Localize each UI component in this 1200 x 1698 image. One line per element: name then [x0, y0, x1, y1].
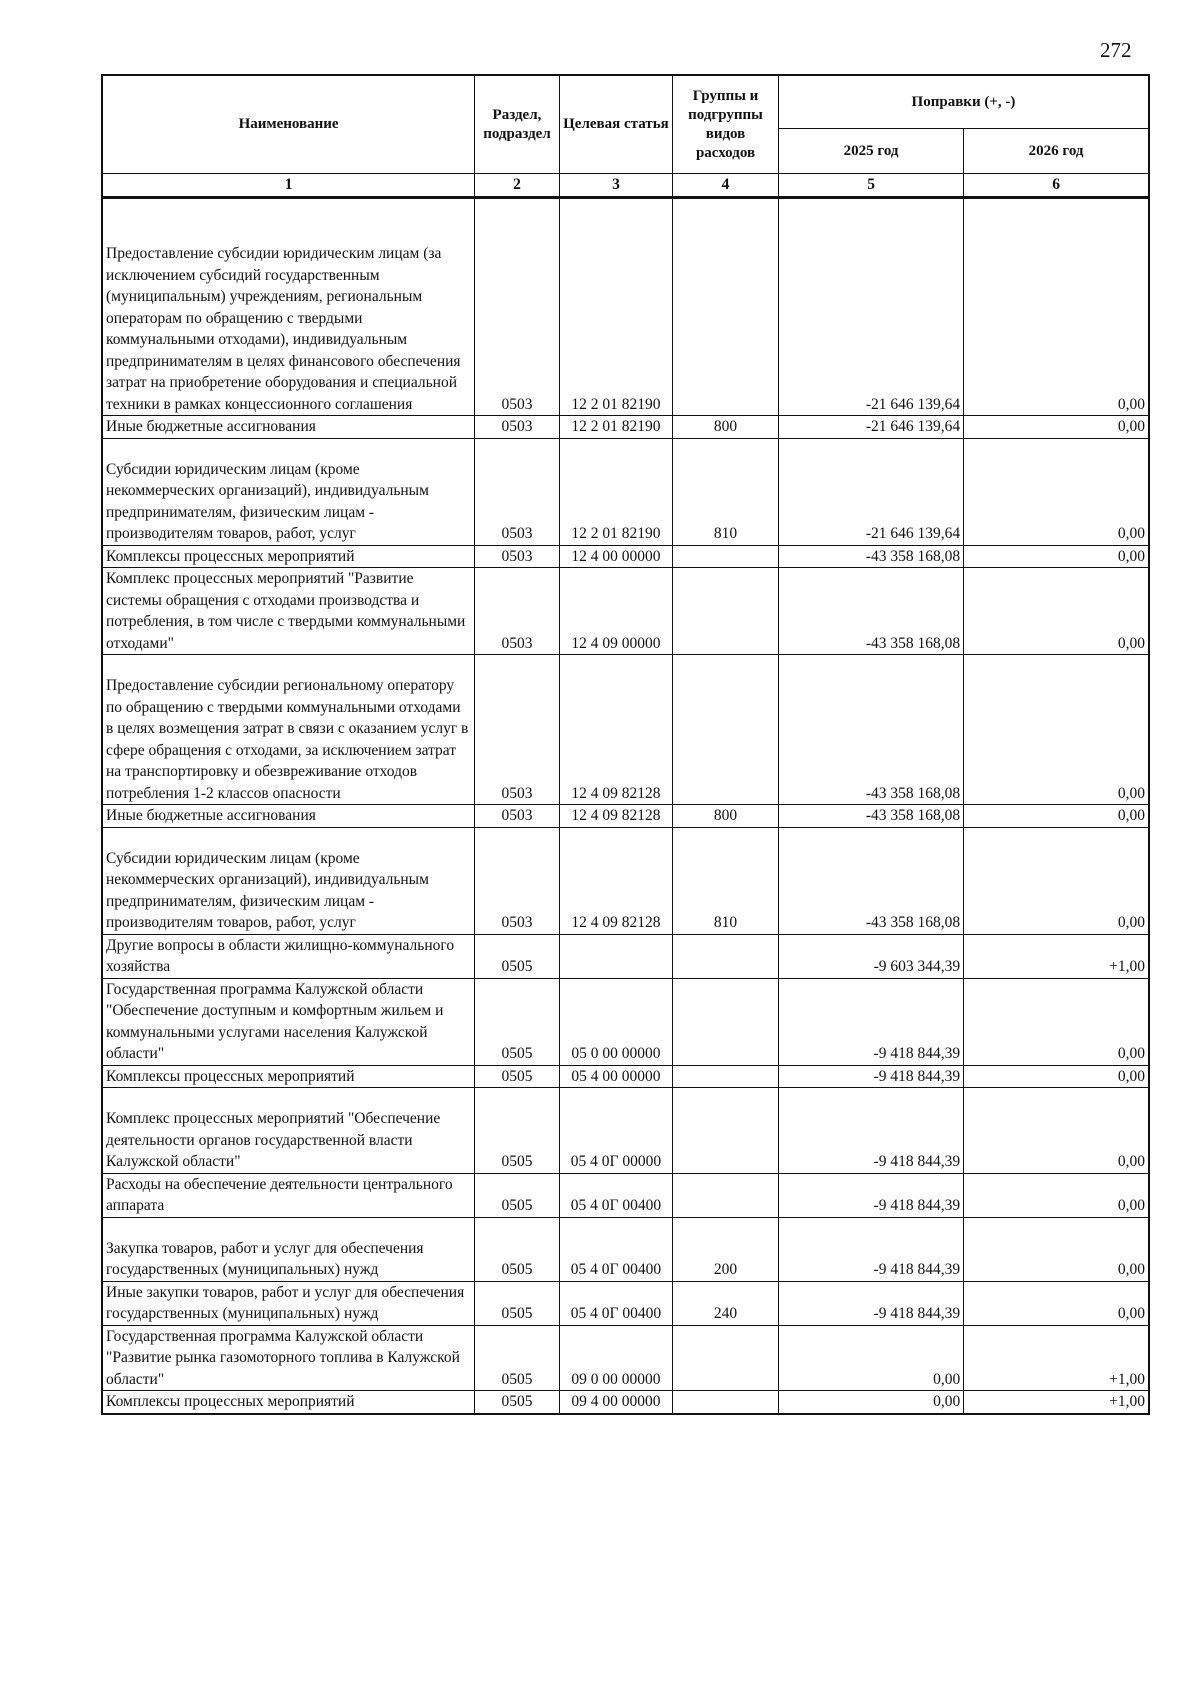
- cell-y2025: -21 646 139,64: [778, 198, 963, 416]
- cell-section: 0503: [475, 198, 560, 416]
- table-row: [102, 1217, 1149, 1281]
- cell-section: 0503: [475, 416, 560, 439]
- cell-section: 0503: [475, 545, 560, 568]
- cell-y2025: -9 418 844,39: [778, 1217, 963, 1281]
- cell-article: 09 0 00 00000: [559, 1325, 672, 1391]
- cell-y2026: +1,00: [964, 1391, 1149, 1414]
- table-row: [102, 1065, 1149, 1088]
- cell-y2026: 0,00: [964, 827, 1149, 934]
- cell-article: 12 4 09 82128: [559, 655, 672, 805]
- cell-section: 0505: [475, 1088, 560, 1174]
- cell-group: 200: [673, 1217, 779, 1281]
- header-year-2026: 2026 год: [964, 129, 1149, 174]
- column-number: 5: [778, 174, 963, 198]
- cell-article: 09 4 00 00000: [559, 1391, 672, 1414]
- cell-group: [673, 1065, 779, 1088]
- table-row: [102, 545, 1149, 568]
- cell-y2026: 0,00: [964, 1281, 1149, 1325]
- cell-name: Предоставление субсидии юридическим лицам (за исключением субсидий государственным (муниципальным) учреждениям, региональным операторам по обращению с твердыми коммунальными отходами), индивидуальным предпринимателям в целях финансового обеспечения затрат на приобретение оборудования и специальной техники в рамках концессионного соглашения: [102, 198, 475, 416]
- cell-y2026: 0,00: [964, 198, 1149, 416]
- cell-group: [673, 1325, 779, 1391]
- cell-y2025: -43 358 168,08: [778, 545, 963, 568]
- cell-name: Иные бюджетные ассигнования: [102, 805, 475, 828]
- header-year-2025: 2025 год: [778, 129, 963, 174]
- cell-y2026: 0,00: [964, 545, 1149, 568]
- header-section: Раздел, подраздел: [475, 75, 560, 174]
- page-number: 272: [1100, 38, 1132, 62]
- cell-name: Комплексы процессных мероприятий: [102, 1391, 475, 1414]
- table-row: [102, 805, 1149, 828]
- column-number: 4: [673, 174, 779, 198]
- column-number: 3: [559, 174, 672, 198]
- cell-name: Комплекс процессных мероприятий "Развитие системы обращения с отходами производства и потребления, в том числе с твердыми коммунальными отходами": [102, 568, 475, 655]
- cell-group: [673, 655, 779, 805]
- cell-article: 12 4 09 00000: [559, 568, 672, 655]
- cell-y2026: +1,00: [964, 934, 1149, 978]
- cell-y2026: 0,00: [964, 416, 1149, 439]
- cell-y2026: 0,00: [964, 1173, 1149, 1217]
- cell-y2025: 0,00: [778, 1391, 963, 1414]
- cell-name: Комплексы процессных мероприятий: [102, 545, 475, 568]
- cell-y2025: -9 418 844,39: [778, 1065, 963, 1088]
- cell-article: 12 4 09 82128: [559, 805, 672, 828]
- cell-y2026: 0,00: [964, 438, 1149, 545]
- header-amendments: Поправки (+, -): [778, 75, 1149, 129]
- table-row: [102, 1325, 1149, 1391]
- table-row: [102, 1391, 1149, 1414]
- cell-section: 0503: [475, 438, 560, 545]
- cell-y2025: -43 358 168,08: [778, 655, 963, 805]
- cell-group: 240: [673, 1281, 779, 1325]
- header-article: Целевая статья: [559, 75, 672, 174]
- table-row: [102, 827, 1149, 934]
- cell-y2026: 0,00: [964, 978, 1149, 1065]
- cell-y2025: 0,00: [778, 1325, 963, 1391]
- cell-name: Государственная программа Калужской области "Развитие рынка газомоторного топлива в Калужской области": [102, 1325, 475, 1391]
- cell-article: 05 4 0Г 00400: [559, 1217, 672, 1281]
- cell-group: 800: [673, 416, 779, 439]
- cell-article: [559, 934, 672, 978]
- cell-section: 0505: [475, 1281, 560, 1325]
- table-body: [102, 198, 1149, 1414]
- cell-name: Субсидии юридическим лицам (кроме некоммерческих организаций), индивидуальным предпринимателям, физическим лицам - производителям товаров, работ, услуг: [102, 438, 475, 545]
- cell-y2025: -21 646 139,64: [778, 416, 963, 439]
- cell-y2025: -9 418 844,39: [778, 1173, 963, 1217]
- cell-y2025: -21 646 139,64: [778, 438, 963, 545]
- column-number: 1: [102, 174, 475, 198]
- cell-y2025: -43 358 168,08: [778, 827, 963, 934]
- cell-name: Другие вопросы в области жилищно-коммунального хозяйства: [102, 934, 475, 978]
- cell-section: 0505: [475, 1173, 560, 1217]
- cell-article: 12 2 01 82190: [559, 416, 672, 439]
- cell-group: [673, 934, 779, 978]
- table-row: [102, 1173, 1149, 1217]
- budget-table: [101, 74, 1150, 1415]
- table-row: [102, 198, 1149, 416]
- cell-group: 810: [673, 438, 779, 545]
- cell-group: [673, 198, 779, 416]
- cell-group: [673, 1173, 779, 1217]
- cell-y2026: +1,00: [964, 1325, 1149, 1391]
- cell-y2025: -9 418 844,39: [778, 1281, 963, 1325]
- column-number-row: [102, 174, 1149, 198]
- cell-section: 0505: [475, 1325, 560, 1391]
- cell-group: [673, 1088, 779, 1174]
- cell-section: 0505: [475, 1217, 560, 1281]
- cell-group: [673, 545, 779, 568]
- cell-y2026: 0,00: [964, 1217, 1149, 1281]
- cell-group: [673, 978, 779, 1065]
- header-groups: Группы и подгруппы видов расходов: [673, 75, 779, 174]
- cell-section: 0505: [475, 1065, 560, 1088]
- column-number: 6: [964, 174, 1149, 198]
- table-row: [102, 934, 1149, 978]
- cell-y2026: 0,00: [964, 1065, 1149, 1088]
- header-row: [102, 75, 1149, 129]
- cell-section: 0505: [475, 1391, 560, 1414]
- cell-article: 12 2 01 82190: [559, 198, 672, 416]
- cell-group: 810: [673, 827, 779, 934]
- cell-name: Комплекс процессных мероприятий "Обеспечение деятельности органов государственной власти Калужской области": [102, 1088, 475, 1174]
- cell-article: 05 4 0Г 00400: [559, 1173, 672, 1217]
- cell-article: 12 4 00 00000: [559, 545, 672, 568]
- cell-name: Предоставление субсидии региональному оператору по обращению с твердыми коммунальными отходами в целях возмещения затрат в связи с оказанием услуг в сфере обращения с отходами, за исключением затрат на транспортировку и обезвреживание отходов потребления 1-2 классов опасности: [102, 655, 475, 805]
- cell-y2025: -43 358 168,08: [778, 805, 963, 828]
- cell-y2025: -9 603 344,39: [778, 934, 963, 978]
- table-row: [102, 438, 1149, 545]
- header-name: Наименование: [102, 75, 475, 174]
- cell-group: 800: [673, 805, 779, 828]
- table-row: [102, 978, 1149, 1065]
- cell-name: Закупка товаров, работ и услуг для обеспечения государственных (муниципальных) нужд: [102, 1217, 475, 1281]
- cell-name: Расходы на обеспечение деятельности центрального аппарата: [102, 1173, 475, 1217]
- cell-name: Государственная программа Калужской области "Обеспечение доступным и комфортным жильем и коммунальными услугами населения Калужской области": [102, 978, 475, 1065]
- cell-y2025: -9 418 844,39: [778, 1088, 963, 1174]
- cell-y2026: 0,00: [964, 1088, 1149, 1174]
- table-row: [102, 568, 1149, 655]
- cell-article: 12 4 09 82128: [559, 827, 672, 934]
- cell-group: [673, 1391, 779, 1414]
- cell-article: 12 2 01 82190: [559, 438, 672, 545]
- table-row: [102, 416, 1149, 439]
- cell-article: 05 0 00 00000: [559, 978, 672, 1065]
- cell-name: Иные бюджетные ассигнования: [102, 416, 475, 439]
- cell-section: 0505: [475, 978, 560, 1065]
- table-row: [102, 1281, 1149, 1325]
- cell-article: 05 4 00 00000: [559, 1065, 672, 1088]
- cell-name: Комплексы процессных мероприятий: [102, 1065, 475, 1088]
- cell-name: Субсидии юридическим лицам (кроме некоммерческих организаций), индивидуальным предпринимателям, физическим лицам - производителям товаров, работ, услуг: [102, 827, 475, 934]
- cell-section: 0503: [475, 805, 560, 828]
- cell-section: 0503: [475, 568, 560, 655]
- table-row: [102, 655, 1149, 805]
- cell-y2025: -43 358 168,08: [778, 568, 963, 655]
- cell-article: 05 4 0Г 00400: [559, 1281, 672, 1325]
- table-row: [102, 1088, 1149, 1174]
- cell-article: 05 4 0Г 00000: [559, 1088, 672, 1174]
- cell-section: 0505: [475, 934, 560, 978]
- cell-section: 0503: [475, 655, 560, 805]
- cell-y2026: 0,00: [964, 655, 1149, 805]
- cell-y2026: 0,00: [964, 805, 1149, 828]
- cell-name: Иные закупки товаров, работ и услуг для обеспечения государственных (муниципальных) нужд: [102, 1281, 475, 1325]
- cell-y2025: -9 418 844,39: [778, 978, 963, 1065]
- column-number: 2: [475, 174, 560, 198]
- cell-group: [673, 568, 779, 655]
- cell-section: 0503: [475, 827, 560, 934]
- cell-y2026: 0,00: [964, 568, 1149, 655]
